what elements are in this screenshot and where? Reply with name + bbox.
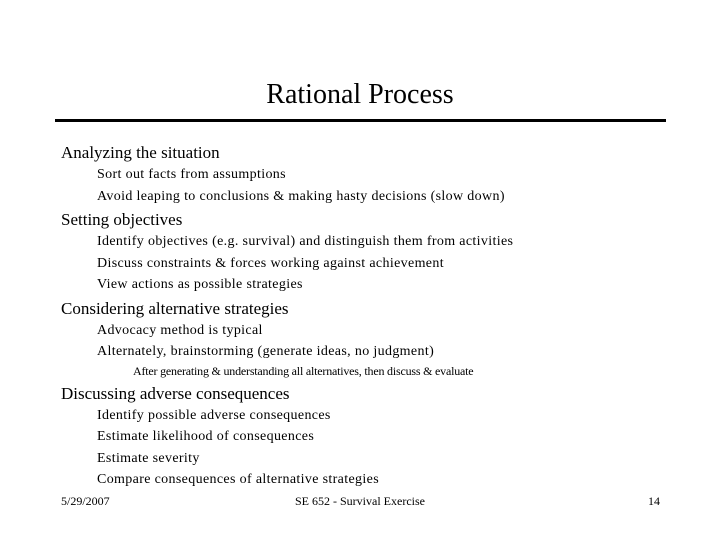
bullet-item: Estimate severity	[97, 450, 200, 466]
section-analyzing	[61, 142, 681, 207]
section-objectives	[61, 209, 681, 296]
section-consequences	[61, 383, 681, 491]
bullet-item: Discuss constraints & forces working against achievement	[97, 255, 444, 271]
section-heading: Analyzing the situation	[61, 143, 220, 162]
sub-bullet-item: After generating & understanding all alternatives, then discuss & evaluate	[133, 363, 474, 378]
footer-course: SE 652 - Survival Exercise	[295, 494, 425, 508]
footer-date: 5/29/2007	[61, 494, 110, 508]
title-divider	[55, 119, 666, 122]
bullet-item: Advocacy method is typical	[97, 322, 263, 338]
section-heading: Considering alternative strategies	[61, 298, 289, 318]
section-heading: Setting objectives	[61, 210, 183, 229]
bullet-item: Compare consequences of alternative strategies	[97, 472, 379, 487]
section-heading: Discussing adverse consequences	[61, 383, 290, 403]
footer-page-number: 14	[648, 494, 660, 508]
slide-content	[61, 140, 681, 491]
bullet-item: Avoid leaping to conclusions & making hasty decisions (slow down)	[97, 188, 505, 204]
bullet-item: Identify objectives (e.g. survival) and distinguish them from activities	[97, 234, 514, 249]
bullet-item: Alternately, brainstorming (generate ideas, no judgment)	[97, 344, 435, 359]
section-strategies	[61, 298, 681, 379]
slide-title: Rational Process	[266, 79, 454, 110]
bullet-item: View actions as possible strategies	[97, 277, 303, 292]
bullet-item: Identify possible adverse consequences	[97, 407, 331, 423]
bullet-item: Sort out facts from assumptions	[97, 167, 286, 182]
bullet-item: Estimate likelihood of consequences	[97, 429, 315, 444]
